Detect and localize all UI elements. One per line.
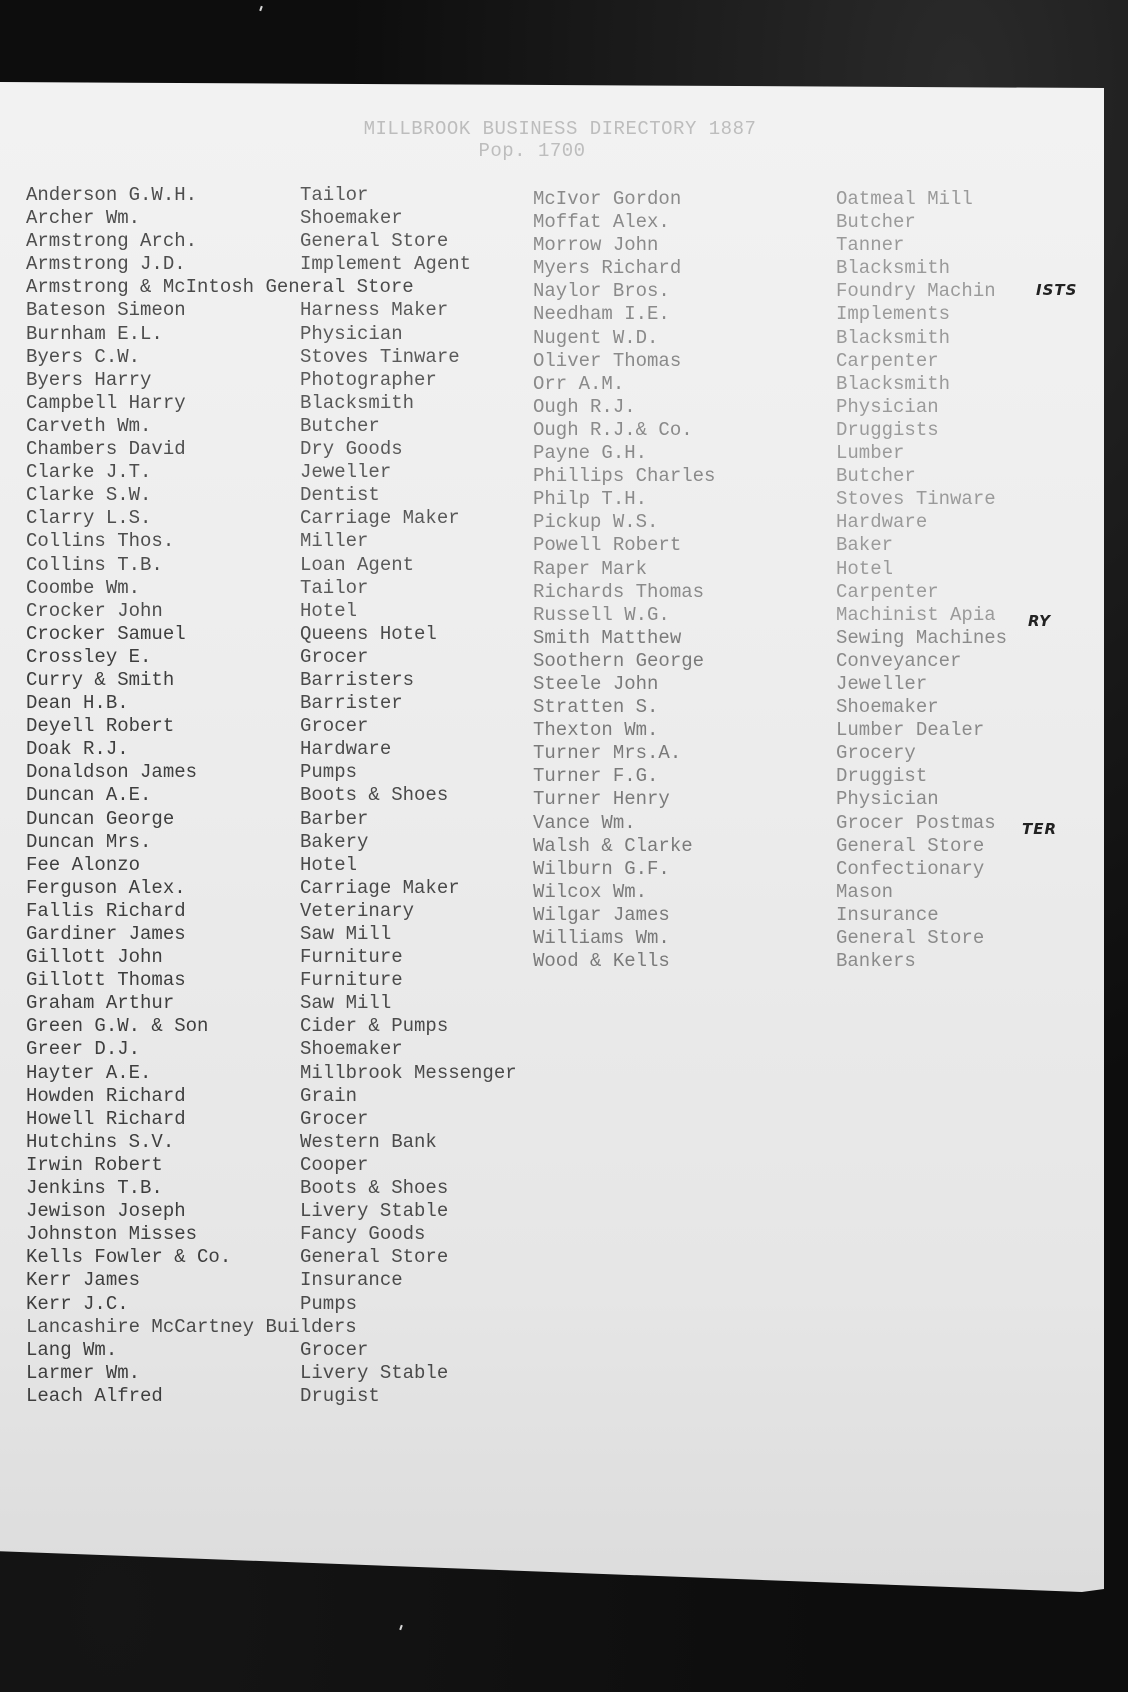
directory-business: Druggists	[836, 418, 939, 441]
directory-name: Johnston Misses	[26, 1223, 198, 1246]
directory-name: Ough R.J.& Co.	[533, 418, 693, 441]
directory-name: Crossley E.	[26, 645, 152, 668]
directory-name: Myers Richard	[533, 257, 682, 280]
directory-business: Cider & Pumps	[300, 1015, 449, 1038]
directory-name: Williams Wm.	[533, 927, 670, 949]
directory-business: Grocer Postmas	[836, 811, 996, 834]
directory-name: Orr A.M.	[533, 372, 625, 395]
directory-business: Carriage Maker	[300, 507, 460, 530]
directory-business: Sewing Machines	[836, 626, 1008, 649]
directory-business: General Store	[836, 927, 985, 949]
directory-business: Oatmeal Mill	[836, 188, 973, 210]
directory-business: Harness Maker	[300, 299, 449, 322]
directory-business: Blacksmith	[300, 391, 415, 414]
directory-name: Morrow John	[533, 234, 659, 257]
directory-name: Wood & Kells	[533, 950, 670, 973]
directory-business: Livery Stable	[300, 1200, 449, 1223]
directory-business: Barrister	[300, 692, 403, 715]
directory-business: Barber	[300, 807, 369, 830]
directory-business: Bakery	[300, 830, 369, 853]
directory-name: Moffat Alex.	[533, 211, 670, 234]
document-header	[0, 118, 1128, 162]
handwritten-annotation-ry: RY	[1028, 612, 1052, 630]
directory-name: Jenkins T.B.	[26, 1177, 163, 1200]
directory-business: Physician	[836, 395, 939, 418]
directory-business: Druggist	[836, 765, 928, 788]
directory-name: Anderson G.W.H.	[26, 184, 198, 206]
directory-name: Smith Matthew	[533, 626, 682, 649]
directory-business: Furniture	[300, 946, 403, 969]
directory-name: Walsh & Clarke	[533, 834, 693, 857]
directory-business: Shoemaker	[300, 207, 403, 230]
directory-business: Blacksmith	[836, 372, 951, 395]
directory-business: Insurance	[300, 1269, 403, 1292]
directory-business: Drugist	[300, 1384, 380, 1407]
directory-business: Foundry Machin	[836, 280, 996, 303]
directory-name: Fallis Richard	[26, 899, 186, 922]
spanning-entry-lancashire-mccartney: Lancashire McCartney Builders	[26, 1315, 357, 1338]
handwritten-annotation-ists: ISTS	[1036, 281, 1078, 299]
directory-business: Lumber Dealer	[836, 719, 985, 742]
directory-name: Howden Richard	[26, 1084, 186, 1107]
directory-business: Tailor	[300, 184, 369, 206]
directory-name: Ferguson Alex.	[26, 876, 186, 899]
directory-business: Grocer	[300, 1338, 369, 1361]
directory-name: Russell W.G.	[533, 603, 670, 626]
directory-name: Stratten S.	[533, 696, 659, 719]
directory-business: Grocer	[300, 1107, 369, 1130]
directory-name: Graham Arthur	[26, 992, 175, 1015]
directory-name: Jewison Joseph	[26, 1200, 186, 1223]
directory-business: Saw Mill	[300, 992, 392, 1015]
directory-name: Naylor Bros.	[533, 280, 670, 303]
directory-name: Burnham E.L.	[26, 322, 163, 345]
directory-business: Grocer	[300, 715, 369, 738]
directory-business: Bankers	[836, 950, 916, 973]
directory-name: Crocker John	[26, 599, 163, 622]
directory-name: Duncan A.E.	[26, 784, 152, 807]
directory-name: Donaldson James	[26, 761, 198, 784]
directory-business: Barristers	[300, 668, 415, 691]
directory-business: Grocer	[300, 645, 369, 668]
directory-name: Vance Wm.	[533, 811, 636, 834]
directory-name: Gillott Thomas	[26, 969, 186, 992]
directory-name: Fee Alonzo	[26, 853, 141, 876]
directory-name: Turner Mrs.A.	[533, 742, 682, 765]
directory-name: Kerr J.C.	[26, 1292, 129, 1315]
directory-name: Clarke S.W.	[26, 484, 152, 507]
directory-name: Gardiner James	[26, 923, 186, 945]
directory-business: Shoemaker	[836, 696, 939, 719]
directory-business: Lumber	[836, 442, 905, 465]
directory-business: Grain	[300, 1084, 358, 1107]
directory-business: Mason	[836, 880, 894, 903]
directory-business: Photographer	[300, 368, 437, 391]
directory-name: Kerr James	[26, 1269, 141, 1292]
directory-name: Raper Mark	[533, 557, 648, 580]
directory-name: Powell Robert	[533, 534, 682, 557]
directory-business: Millbrook Messenger	[300, 1061, 517, 1084]
directory-business: Insurance	[836, 903, 939, 926]
directory-business: Boots & Shoes	[300, 1177, 449, 1200]
directory-business: Tailor	[300, 576, 369, 599]
directory-name: Nugent W.D.	[533, 326, 659, 349]
directory-business: Carpenter	[836, 580, 939, 603]
directory-business: Hardware	[300, 738, 392, 761]
directory-name: Carveth Wm.	[26, 414, 152, 437]
directory-name: Deyell Robert	[26, 715, 175, 738]
directory-name: Chambers David	[26, 438, 186, 461]
directory-name: Soothern George	[533, 649, 705, 672]
directory-business: General Store	[300, 230, 449, 253]
directory-business: Stoves Tinware	[836, 488, 996, 511]
directory-business: Shoemaker	[300, 1038, 403, 1061]
directory-business: Butcher	[836, 211, 916, 234]
directory-name: Ough R.J.	[533, 395, 636, 418]
directory-name: Dean H.B.	[26, 692, 129, 715]
document-title: MILLBROOK BUSINESS DIRECTORY 1887	[363, 118, 757, 140]
directory-name: Duncan Mrs.	[26, 830, 152, 853]
directory-business: Fancy Goods	[300, 1223, 426, 1246]
directory-business: Dry Goods	[300, 438, 403, 461]
left-names-column	[26, 184, 231, 1408]
directory-name: Hayter A.E.	[26, 1061, 152, 1084]
directory-name: Phillips Charles	[533, 465, 716, 488]
directory-name: Greer D.J.	[26, 1038, 141, 1061]
directory-business: Confectionary	[836, 857, 985, 880]
directory-name: Wilcox Wm.	[533, 880, 648, 903]
directory-name: Pickup W.S.	[533, 511, 659, 534]
directory-business: Implements	[836, 303, 951, 326]
directory-business: Stoves Tinware	[300, 345, 460, 368]
directory-name: Archer Wm.	[26, 207, 141, 230]
directory-business: Grocery	[836, 742, 916, 765]
directory-business: Blacksmith	[836, 257, 951, 280]
directory-name: Armstrong J.D.	[26, 253, 186, 276]
directory-name: Collins T.B.	[26, 553, 163, 576]
spanning-entry-armstrong-mcintosh: Armstrong & McIntosh General Store	[26, 276, 414, 299]
directory-name: Larmer Wm.	[26, 1361, 141, 1384]
directory-name: Payne G.H.	[533, 442, 648, 465]
directory-business: Hotel	[836, 557, 894, 580]
directory-business: Livery Stable	[300, 1361, 449, 1384]
directory-name: Leach Alfred	[26, 1384, 163, 1407]
right-business-column	[836, 188, 1007, 973]
right-names-column	[533, 188, 715, 973]
directory-business: Conveyancer	[836, 649, 962, 672]
directory-name: Gillott John	[26, 946, 163, 969]
directory-business: Veterinary	[300, 899, 415, 922]
directory-name: Collins Thos.	[26, 530, 175, 553]
directory-business: Loan Agent	[300, 553, 415, 576]
directory-name: Green G.W. & Son	[26, 1015, 209, 1038]
directory-business: Butcher	[300, 414, 380, 437]
directory-business: Carpenter	[836, 349, 939, 372]
directory-business: Hardware	[836, 511, 928, 534]
directory-name: Byers Harry	[26, 368, 152, 391]
directory-name: Oliver Thomas	[533, 349, 682, 372]
directory-business: Blacksmith	[836, 326, 951, 349]
directory-business: Queens Hotel	[300, 622, 437, 645]
directory-business: Furniture	[300, 969, 403, 992]
left-business-column	[300, 184, 517, 1408]
directory-name: Clarry L.S.	[26, 507, 152, 530]
directory-name: Wilgar James	[533, 903, 670, 926]
directory-name: Kells Fowler & Co.	[26, 1246, 232, 1269]
directory-business: Miller	[300, 530, 369, 553]
directory-name: Hutchins S.V.	[26, 1130, 175, 1153]
handwritten-annotation-ter: TER	[1022, 820, 1058, 838]
directory-name: Philp T.H.	[533, 488, 648, 511]
directory-business: Jeweller	[300, 461, 392, 484]
directory-business: Carriage Maker	[300, 876, 460, 899]
directory-name: Wilburn G.F.	[533, 857, 670, 880]
directory-name: Howell Richard	[26, 1107, 186, 1130]
directory-name: Needham I.E.	[533, 303, 670, 326]
directory-name: Curry & Smith	[26, 668, 175, 691]
directory-business: Jeweller	[836, 672, 928, 695]
directory-name: Armstrong Arch.	[26, 230, 198, 253]
directory-name: McIvor Gordon	[533, 188, 682, 210]
directory-name: Turner Henry	[533, 788, 670, 811]
directory-business: Saw Mill	[300, 923, 392, 945]
directory-business: Tanner	[836, 234, 905, 257]
directory-business: Baker	[836, 534, 894, 557]
directory-business: Machinist Apia	[836, 603, 996, 626]
directory-name: Lang Wm.	[26, 1338, 118, 1361]
directory-business: Western Bank	[300, 1130, 437, 1153]
directory-business: Physician	[300, 322, 403, 345]
directory-business: Cooper	[300, 1153, 369, 1176]
directory-name: Coombe Wm.	[26, 576, 141, 599]
population-line: Pop. 1700	[478, 140, 586, 162]
directory-business: Physician	[836, 788, 939, 811]
directory-business: General Store	[300, 1246, 449, 1269]
directory-business: Hotel	[300, 853, 358, 876]
directory-name: Doak R.J.	[26, 738, 129, 761]
directory-name: Clarke J.T.	[26, 461, 152, 484]
directory-name: Byers C.W.	[26, 345, 141, 368]
directory-name: Thexton Wm.	[533, 719, 659, 742]
directory-name: Campbell Harry	[26, 391, 186, 414]
directory-business: Pumps	[300, 1292, 358, 1315]
directory-business: Pumps	[300, 761, 358, 784]
directory-business: Butcher	[836, 465, 916, 488]
directory-name: Turner F.G.	[533, 765, 659, 788]
directory-business: Dentist	[300, 484, 380, 507]
directory-name: Crocker Samuel	[26, 622, 186, 645]
directory-business: Implement Agent	[300, 253, 472, 276]
directory-name: Steele John	[533, 672, 659, 695]
directory-name: Richards Thomas	[533, 580, 705, 603]
directory-name: Irwin Robert	[26, 1153, 163, 1176]
directory-name: Duncan George	[26, 807, 175, 830]
directory-business: General Store	[836, 834, 985, 857]
directory-name: Bateson Simeon	[26, 299, 186, 322]
directory-business: Boots & Shoes	[300, 784, 449, 807]
directory-business: Hotel	[300, 599, 358, 622]
